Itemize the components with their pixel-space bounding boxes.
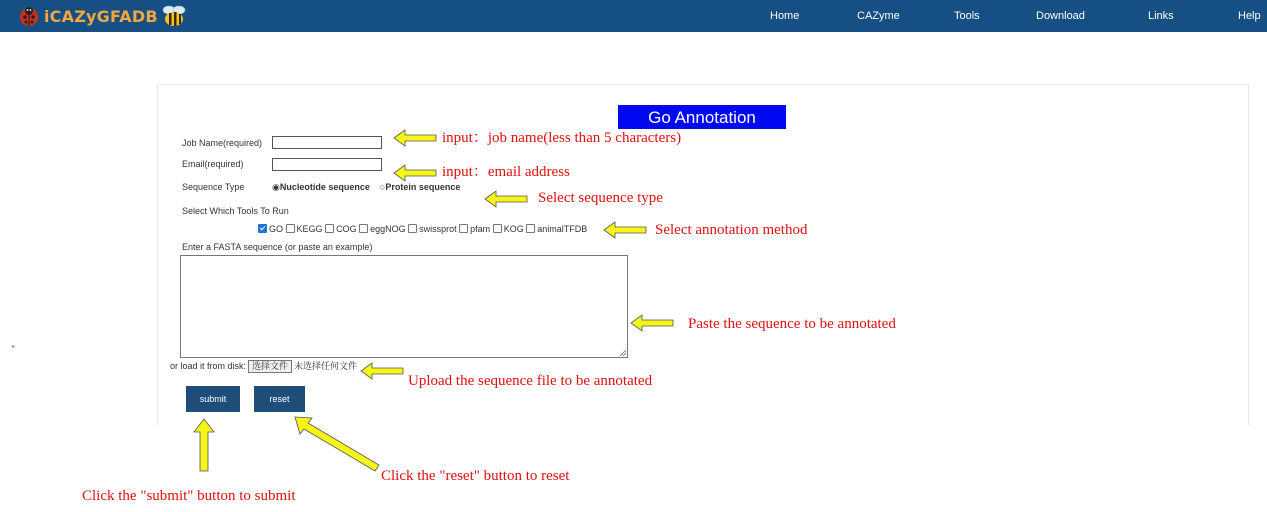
cog-checkbox[interactable]: [325, 224, 334, 233]
nav-cazyme[interactable]: CAZyme: [857, 10, 900, 22]
arrow-up-icon: [193, 418, 215, 472]
arrow-left-icon: [393, 129, 437, 147]
page-title: Go Annotation: [618, 105, 786, 129]
arrow-left-icon: [603, 221, 647, 239]
cog-label[interactable]: COG: [336, 224, 357, 234]
email-input[interactable]: [272, 158, 382, 171]
sequence-type-group: [272, 182, 460, 193]
job-name-input[interactable]: [272, 136, 382, 149]
fasta-label: Enter a FASTA sequence (or paste an example): [182, 242, 373, 252]
nav-tools[interactable]: Tools: [954, 10, 980, 22]
reset-button[interactable]: reset: [254, 386, 305, 412]
file-upload-label: or load it from disk:: [170, 361, 247, 371]
job-name-label: Job Name(required): [182, 138, 263, 148]
swissprot-checkbox[interactable]: [408, 224, 417, 233]
sequence-type-label: Sequence Type: [182, 182, 245, 192]
submit-button[interactable]: submit: [186, 386, 240, 412]
pfam-checkbox[interactable]: [459, 224, 468, 233]
bee-logo-icon: [161, 4, 187, 28]
nav-home[interactable]: Home: [770, 10, 800, 22]
nav-help[interactable]: Help: [1238, 10, 1261, 22]
animaltfdb-checkbox[interactable]: [526, 224, 535, 233]
top-navbar: [0, 0, 1267, 32]
choose-file-button[interactable]: 选择文件: [248, 360, 292, 373]
annotation-submit: Click the "submit" button to submit: [82, 488, 296, 504]
arrow-left-icon: [484, 190, 528, 208]
file-upload-row: [170, 360, 357, 373]
kog-checkbox[interactable]: [493, 224, 502, 233]
animaltfdb-label[interactable]: animalTFDB: [537, 224, 588, 234]
protein-radio[interactable]: ○: [379, 182, 386, 192]
logo-text: iCAZyGFADB: [44, 6, 158, 26]
kog-label[interactable]: KOG: [503, 224, 524, 234]
eggnog-checkbox[interactable]: [359, 224, 368, 233]
nav-download[interactable]: Download: [1036, 10, 1085, 22]
arrow-left-icon: [393, 164, 437, 182]
nucleotide-radio-label[interactable]: Nucleotide sequence: [279, 182, 370, 192]
email-label: Email(required): [182, 159, 244, 169]
protein-radio-label[interactable]: Protein sequence: [385, 182, 461, 192]
tools-label: Select Which Tools To Run: [182, 206, 289, 216]
fasta-textarea[interactable]: [180, 255, 628, 358]
site-logo[interactable]: [18, 4, 187, 28]
kegg-checkbox[interactable]: [286, 224, 295, 233]
annotation-sequence-type: Select sequence type: [538, 190, 663, 206]
swissprot-label[interactable]: swissprot: [419, 224, 457, 234]
nav-links[interactable]: Links: [1148, 10, 1174, 22]
resize-grip-icon[interactable]: [620, 350, 626, 356]
file-status: 未选择任何文件: [294, 361, 358, 371]
annotation-paste: Paste the sequence to be annotated: [688, 316, 896, 332]
annotation-method: Select annotation method: [655, 222, 808, 238]
side-marker: ▸: [12, 344, 16, 350]
annotation-job-name: input：job name(less than 5 characters): [442, 130, 682, 146]
arrow-left-icon: [630, 314, 674, 332]
nucleotide-radio[interactable]: ◉: [272, 182, 280, 192]
kegg-label[interactable]: KEGG: [296, 224, 323, 234]
arrow-diagonal-icon: [293, 415, 381, 473]
go-checkbox[interactable]: [258, 224, 267, 233]
arrow-left-icon: [360, 362, 404, 380]
eggnog-label[interactable]: eggNOG: [370, 224, 406, 234]
annotation-reset: Click the "reset" button to reset: [381, 468, 570, 484]
pfam-label[interactable]: pfam: [470, 224, 491, 234]
ladybug-logo-icon: [18, 5, 40, 27]
go-label[interactable]: GO: [269, 224, 284, 234]
annotation-email: input：email address: [442, 164, 570, 180]
tools-checkbox-group: [258, 224, 587, 235]
annotation-upload: Upload the sequence file to be annotated: [408, 373, 653, 389]
